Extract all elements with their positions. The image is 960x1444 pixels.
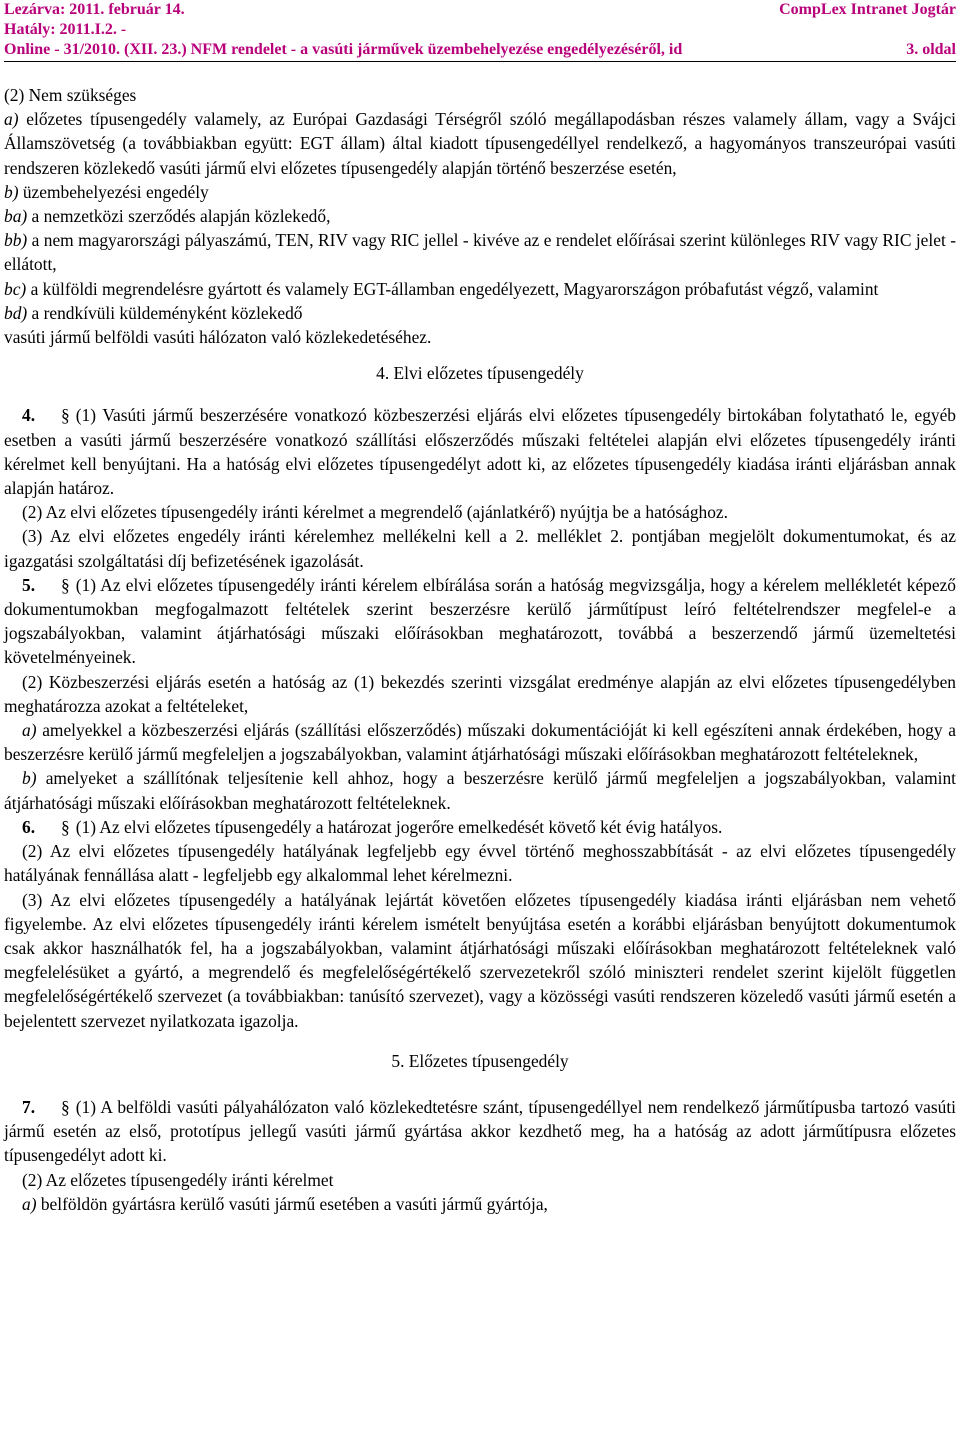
point-text: amelyekkel a közbeszerzési eljárás (szállítási előszerződés) műszaki dokumentációját ki kell egészíteni annak érdekében, hogy a beszerzésre kerülő jármű megfeleljen a jogszabályokban, valamint átjárhatósági műszaki előírásokban meghatározott feltételeknek, — [4, 720, 956, 765]
point-b — [4, 180, 956, 204]
point-label: bc) — [4, 278, 27, 299]
point-label: b) — [22, 768, 37, 789]
section-7-para-2: (2) Az előzetes típusengedély iránti kérelmet — [22, 1169, 334, 1190]
point-label: a) — [22, 720, 37, 741]
point-label: ba) — [4, 206, 28, 227]
point-text: a rendkívüli küldeményként közlekedő — [27, 302, 303, 323]
point-label: bd) — [4, 302, 28, 323]
paragraph-2-intro: (2) Nem szükséges — [4, 85, 137, 105]
section-6-para-3: (3) Az elvi előzetes típusengedély a hatályának lejártát követően előzetes típusengedély kiadása iránti eljárásban nem vehető figyelembe. Az elvi előzetes típusengedély iránti kérelem ismételt benyújtása esetén a korábbi eljárásban benyújtott dokumentumok csak akkor használhatók fel, ha a jogszabályokban, valamint átjárhatósági műszaki előírásokban meghatározott feltételeknek való megfelelésüket a gyártó, a megrendelő és megfelelőségértékelő szervezetekről szóló miniszteri rendelet szerint kijelölt független megfelelőségértékelő szervezet (a továbbiakban: tanúsító szervezet), vagy a közösségi vasúti rendszeren közeledő vasúti jármű esetén a bejelentett szervezet nyilatkozata igazolja. — [4, 889, 956, 1031]
section-4-para-3: (3) Az elvi előzetes engedély iránti kérelemhez mellékelni kell a 2. melléklet 2. pontjában megjelölt dokumentumokat, és az igazgatási szolgáltatási díj befizetésének igazolását. — [4, 526, 956, 571]
point-text: a nemzetközi szerződés alapján közlekedő, — [27, 206, 331, 227]
document-body — [4, 83, 956, 1216]
para-text: (1) Az elvi előzetes típusengedély iránti kérelem elbírálása során a hatóság megvizsgálja, hogy a kérelem mellékletét képező dokumentumokban megfogalmazott feltételek szerint beszerzésre kerülő járműtípust leíró feltételrendszer megfelel-e a jogszabályokban, valamint átjárhatósági műszaki előírásokban meghatározott, továbbá a beszerzendő jármű üzemeltetési követelményeinek. — [4, 574, 956, 668]
closed-date: Lezárva: 2011. február 14. — [4, 1, 185, 18]
point-text: a nem magyarországi pályaszámú, TEN, RIV vagy RIC jellel - kivéve az e rendelet előírásai szerint különleges RIV vagy RIC jelet - ellátott, — [4, 230, 956, 275]
header-row-2 — [4, 20, 956, 40]
section-5-point-b — [4, 766, 956, 814]
section-number: 6. — [22, 816, 36, 837]
section-sign: § — [61, 1096, 70, 1117]
point-label: bb) — [4, 230, 28, 251]
point-label: b) — [4, 181, 19, 202]
page-number: 3. oldal — [906, 41, 956, 58]
section-7-point-a — [4, 1192, 956, 1216]
section-4-para-2: (2) Az elvi előzetes típusengedély iránti kérelmet a megrendelő (ajánlatkérő) nyújtja be a hatósághoz. — [22, 502, 728, 523]
header-row-1 — [4, 0, 956, 20]
section-7-para-1 — [4, 1095, 956, 1168]
para-text: (1) Vasúti jármű beszerzésére vonatkozó közbeszerzési eljárás elvi előzetes típusengedély birtokában folytatható le, egyéb esetben a vasúti jármű beszerzésére vonatkozó szállítási előszerződés műszaki feltételei alapján elvi előzetes típusengedély iránti kérelmet kell benyújtani. Ha a hatóság elvi előzetes típusengedélyt adott ki, az előzetes típusengedély kiadása iránti eljárásban annak alapján határoz. — [4, 405, 956, 499]
section-6-para-1 — [4, 815, 956, 839]
section-number: 5. — [22, 574, 36, 595]
section-5-point-a — [4, 718, 956, 766]
section-number: 7. — [22, 1096, 36, 1117]
point-bb — [4, 228, 956, 276]
closing-line: vasúti jármű belföldi vasúti hálózaton való közlekedetéséhez. — [4, 327, 432, 348]
point-bc — [4, 277, 956, 301]
section-sign: § — [61, 816, 70, 837]
point-a — [4, 107, 956, 180]
section-heading-4: 4. Elvi előzetes típusengedély — [376, 363, 584, 384]
section-6-para-2: (2) Az elvi előzetes típusengedély hatályának legfeljebb egy évvel történő meghosszabbítását - az elvi előzetes típusengedély hatályának fennállása alatt - legfeljebb egy alkalommal lehet kérelmezni. — [4, 841, 956, 886]
point-text: üzembehelyezési engedély — [18, 181, 209, 202]
section-5-para-1 — [4, 573, 956, 670]
point-text: belföldön gyártásra kerülő vasúti jármű esetében a vasúti jármű gyártója, — [36, 1193, 548, 1214]
effective-date: Hatály: 2011.I.2. - — [4, 21, 127, 38]
section-sign: § — [61, 405, 70, 426]
page-header — [4, 0, 956, 60]
section-5-para-2: (2) Közbeszerzési eljárás esetén a hatóság az (1) bekezdés szerinti vizsgálat eredménye alapján az elvi előzetes típusengedélyben meghatározza azokat a feltételeket, — [4, 671, 956, 716]
point-bd — [4, 301, 956, 325]
publisher-name: CompLex Intranet Jogtár — [779, 1, 956, 18]
point-text: a külföldi megrendelésre gyártott és valamely EGT-államban engedélyezett, Magyarországon próbafutást végző, valamint — [26, 278, 879, 299]
point-text: előzetes típusengedély valamely, az Európai Gazdasági Térségről szóló megállapodásban részes valamely állam, vagy a Svájci Államszövetség (a továbbiakban együtt: EGT állam) által kiadott típusengedéllyel rendelkező, a hagyományos transzeurópai vasúti rendszeren közlekedő vasúti jármű elvi előzetes típusengedély alapján történő beszerzése esetén, — [4, 109, 956, 178]
para-text: (1) Az elvi előzetes típusengedély a határozat jogerőre emelkedését követő két évig hatályos. — [75, 816, 723, 837]
section-number: 4. — [22, 405, 36, 426]
point-ba — [4, 204, 956, 228]
section-heading-5: 5. Előzetes típusengedély — [391, 1050, 569, 1071]
document-title: Online - 31/2010. (XII. 23.) NFM rendelet - a vasúti járművek üzembehelyezése engedélyezéséről, id — [4, 41, 683, 58]
section-sign: § — [61, 574, 70, 595]
section-4-para-1 — [4, 403, 956, 500]
header-divider — [4, 61, 956, 62]
point-label: a) — [4, 109, 19, 130]
para-text: (1) A belföldi vasúti pályahálózaton való közlekedtetésre szánt, típusengedéllyel nem rendelkező járműtípusba tartozó vasúti jármű esetén az első, prototípus jellegű vasúti jármű gyártása akkor kezdhető meg, ha a hatóság az adott járműtípusra előzetes típusengedélyt adott ki. — [4, 1096, 956, 1166]
header-row-3 — [4, 40, 956, 60]
point-label: a) — [22, 1193, 37, 1214]
point-text: amelyeket a szállítónak teljesítenie kell ahhoz, hogy a beszerzésre kerülő jármű megfeleljen a jogszabályokban, valamint átjárhatósági műszaki előírásokban meghatározott feltételeknek. — [4, 768, 956, 813]
